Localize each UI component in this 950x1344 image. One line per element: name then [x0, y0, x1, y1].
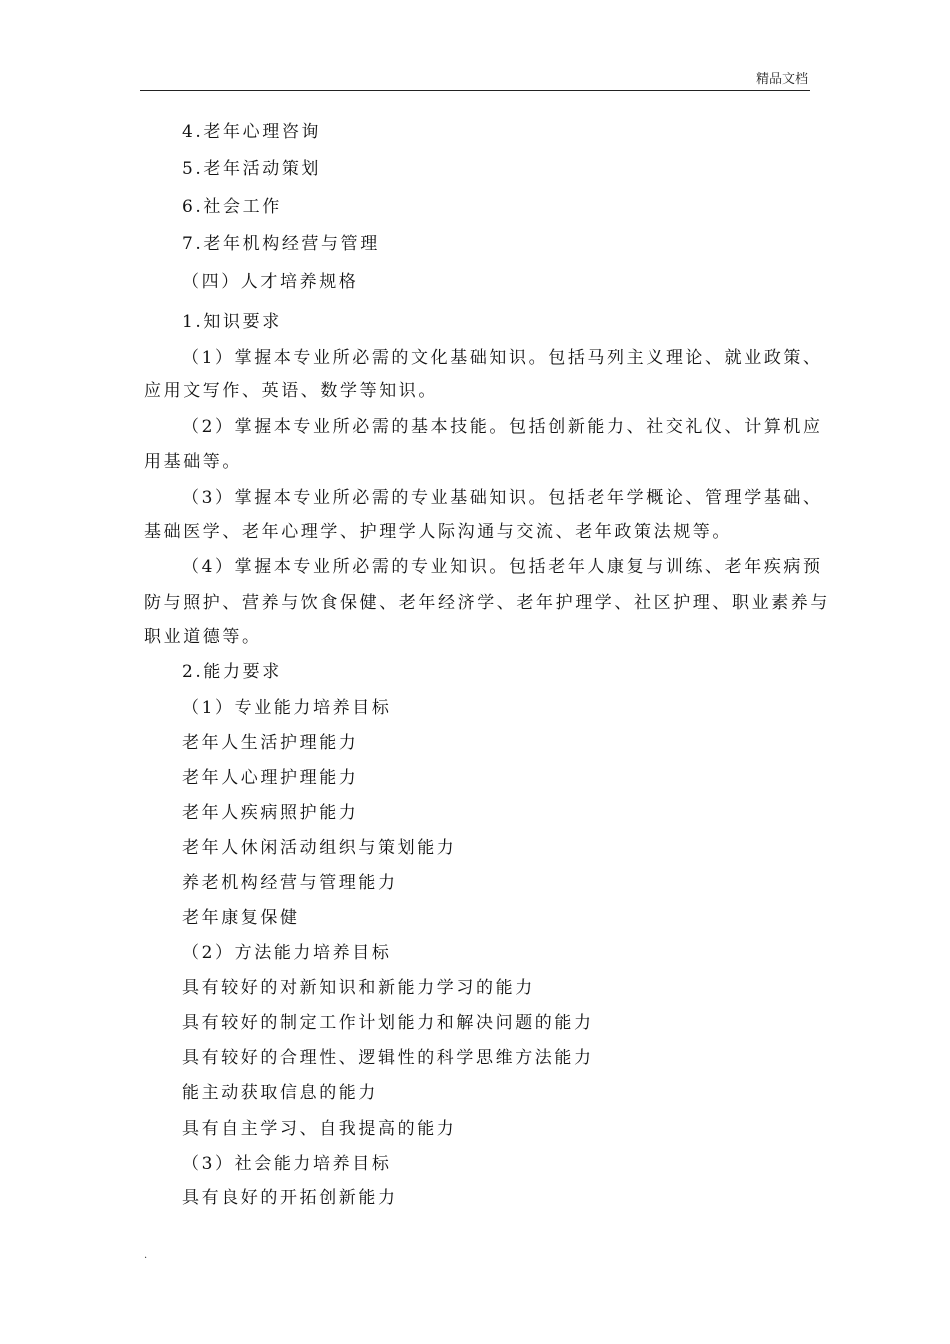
list-item: 具有较好的制定工作计划能力和解决问题的能力 [182, 1013, 594, 1033]
list-item: 6.社会工作 [182, 197, 282, 217]
list-item: 具有较好的合理性、逻辑性的科学思维方法能力 [182, 1048, 594, 1068]
list-item: 老年人休闲活动组织与策划能力 [182, 838, 457, 858]
list-item: 老年人生活护理能力 [182, 733, 359, 753]
list-heading: （3）社会能力培养目标 [182, 1154, 392, 1174]
section-heading: （四）人才培养规格 [182, 272, 359, 292]
list-heading: （1）专业能力培养目标 [182, 698, 392, 718]
list-item: 老年康复保健 [182, 908, 300, 928]
paragraph-line: （4）掌握本专业所必需的专业知识。包括老年人康复与训练、老年疾病预 [182, 557, 823, 577]
list-item: 具有较好的对新知识和新能力学习的能力 [182, 978, 535, 998]
paragraph-line: 防与照护、营养与饮食保健、老年经济学、老年护理学、社区护理、职业素养与 [144, 593, 830, 613]
list-item: 能主动获取信息的能力 [182, 1083, 378, 1103]
paragraph-line: （3）掌握本专业所必需的专业基础知识。包括老年学概论、管理学基础、 [182, 488, 823, 508]
list-item: 5.老年活动策划 [182, 159, 322, 179]
paragraph-line: 职业道德等。 [144, 627, 262, 647]
paragraph-line: 应用文写作、英语、数学等知识。 [144, 381, 438, 401]
list-item: 老年人疾病照护能力 [182, 803, 359, 823]
list-heading: （2）方法能力培养目标 [182, 943, 392, 963]
subsection-heading: 1.知识要求 [182, 312, 282, 332]
list-item: 4.老年心理咨询 [182, 122, 322, 142]
paragraph-line: 用基础等。 [144, 452, 242, 472]
paragraph-line: （2）掌握本专业所必需的基本技能。包括创新能力、社交礼仪、计算机应 [182, 417, 823, 437]
list-item: 具有良好的开拓创新能力 [182, 1188, 398, 1208]
header-label: 精品文档 [755, 72, 808, 87]
list-item: 养老机构经营与管理能力 [182, 873, 398, 893]
page-header [140, 64, 810, 91]
paragraph-line: 基础医学、老年心理学、护理学人际沟通与交流、老年政策法规等。 [144, 522, 732, 542]
list-item: 具有自主学习、自我提高的能力 [182, 1119, 457, 1139]
list-item: 7.老年机构经营与管理 [182, 234, 380, 254]
footer-mark: . [144, 1250, 148, 1261]
subsection-heading: 2.能力要求 [182, 662, 282, 682]
list-item: 老年人心理护理能力 [182, 768, 359, 788]
paragraph-line: （1）掌握本专业所必需的文化基础知识。包括马列主义理论、就业政策、 [182, 348, 823, 368]
